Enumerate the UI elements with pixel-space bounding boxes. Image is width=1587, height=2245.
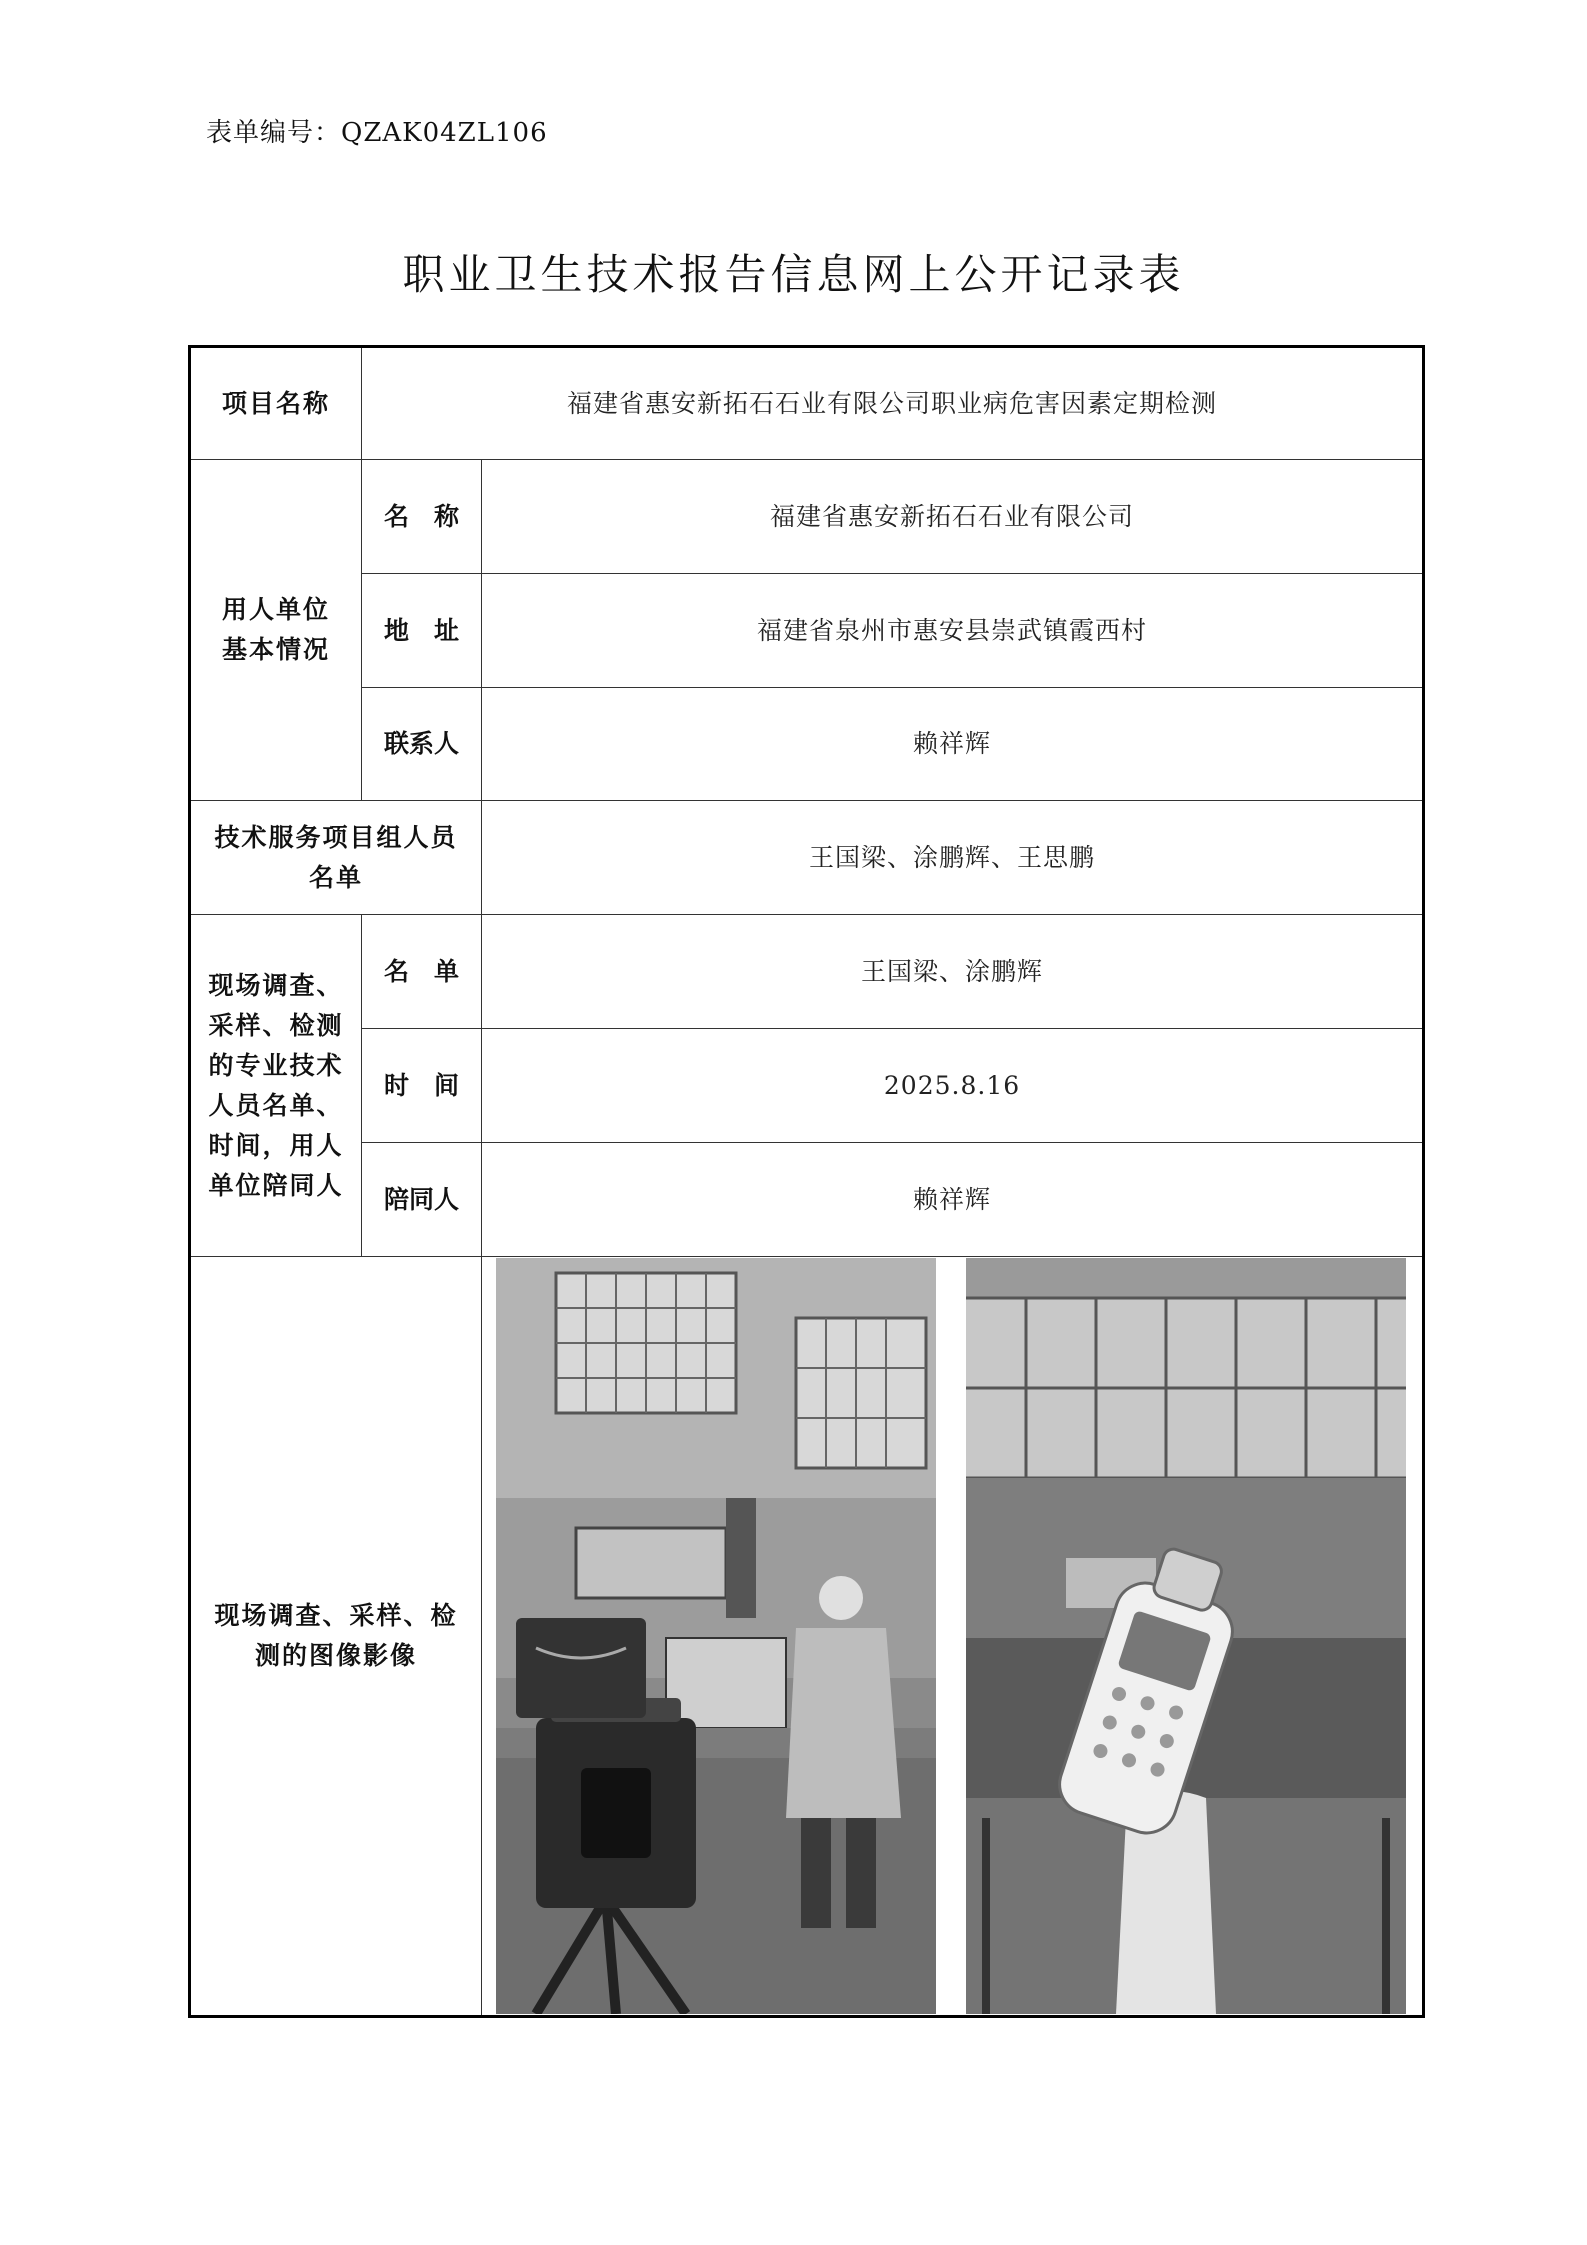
images-cell [482, 1257, 1424, 2017]
employer-contact-label: 联系人 [362, 688, 482, 801]
employer-name-value: 福建省惠安新拓石石业有限公司 [482, 460, 1424, 574]
employer-address-value: 福建省泉州市惠安县崇武镇霞西村 [482, 574, 1424, 688]
survey-time-value: 2025.8.16 [482, 1029, 1424, 1143]
employer-name-row [190, 460, 1424, 574]
employer-label-line1: 用人单位 [221, 595, 330, 624]
survey-label-line: 现场调查、 [208, 970, 344, 1000]
employer-label [190, 460, 362, 801]
employer-address-label: 地 址 [362, 574, 482, 688]
team-label [190, 801, 482, 915]
employer-contact-row [190, 688, 1424, 801]
images-row [190, 1257, 1424, 2017]
team-row [190, 801, 1424, 915]
survey-label-line: 单位陪同人 [208, 1170, 344, 1200]
project-value: 福建省惠安新拓石石业有限公司职业病危害因素定期检测 [362, 347, 1424, 460]
survey-time-label: 时 间 [362, 1029, 482, 1143]
survey-time-row [190, 1029, 1424, 1143]
team-value: 王国梁、涂鹏辉、王思鹏 [482, 801, 1424, 915]
employer-label-line2: 基本情况 [221, 635, 330, 664]
survey-label [190, 915, 362, 1257]
survey-names-value: 王国梁、涂鹏辉 [482, 915, 1424, 1029]
employer-contact-value: 赖祥辉 [482, 688, 1424, 801]
site-photo-sampler-icon [496, 1258, 936, 2014]
survey-label-line: 采样、检测 [208, 1010, 344, 1040]
site-photo-meter-icon [966, 1258, 1406, 2014]
survey-label-line: 的专业技术 [208, 1050, 344, 1080]
survey-escort-value: 赖祥辉 [482, 1143, 1424, 1257]
survey-label-line: 时间，用人 [208, 1130, 344, 1160]
page-title: 职业卫生技术报告信息网上公开记录表 [402, 250, 1185, 299]
images-label [190, 1257, 482, 2017]
survey-names-row [190, 915, 1424, 1029]
team-label-line2: 名单 [308, 862, 363, 892]
employer-name-label: 名 称 [362, 460, 482, 574]
employer-address-row [190, 574, 1424, 688]
images-label-line2: 测的图像影像 [254, 1641, 417, 1670]
project-row [190, 347, 1424, 460]
survey-escort-label: 陪同人 [362, 1143, 482, 1257]
survey-names-label: 名 单 [362, 915, 482, 1029]
project-label: 项目名称 [190, 347, 362, 460]
survey-escort-row [190, 1143, 1424, 1257]
team-label-line1: 技术服务项目组人员 [214, 822, 458, 852]
record-table [188, 345, 1425, 2018]
images-label-line1: 现场调查、采样、检 [214, 1601, 458, 1630]
survey-label-line: 人员名单、 [208, 1090, 344, 1120]
form-number: 表单编号：QZAK04ZL106 [206, 118, 548, 148]
